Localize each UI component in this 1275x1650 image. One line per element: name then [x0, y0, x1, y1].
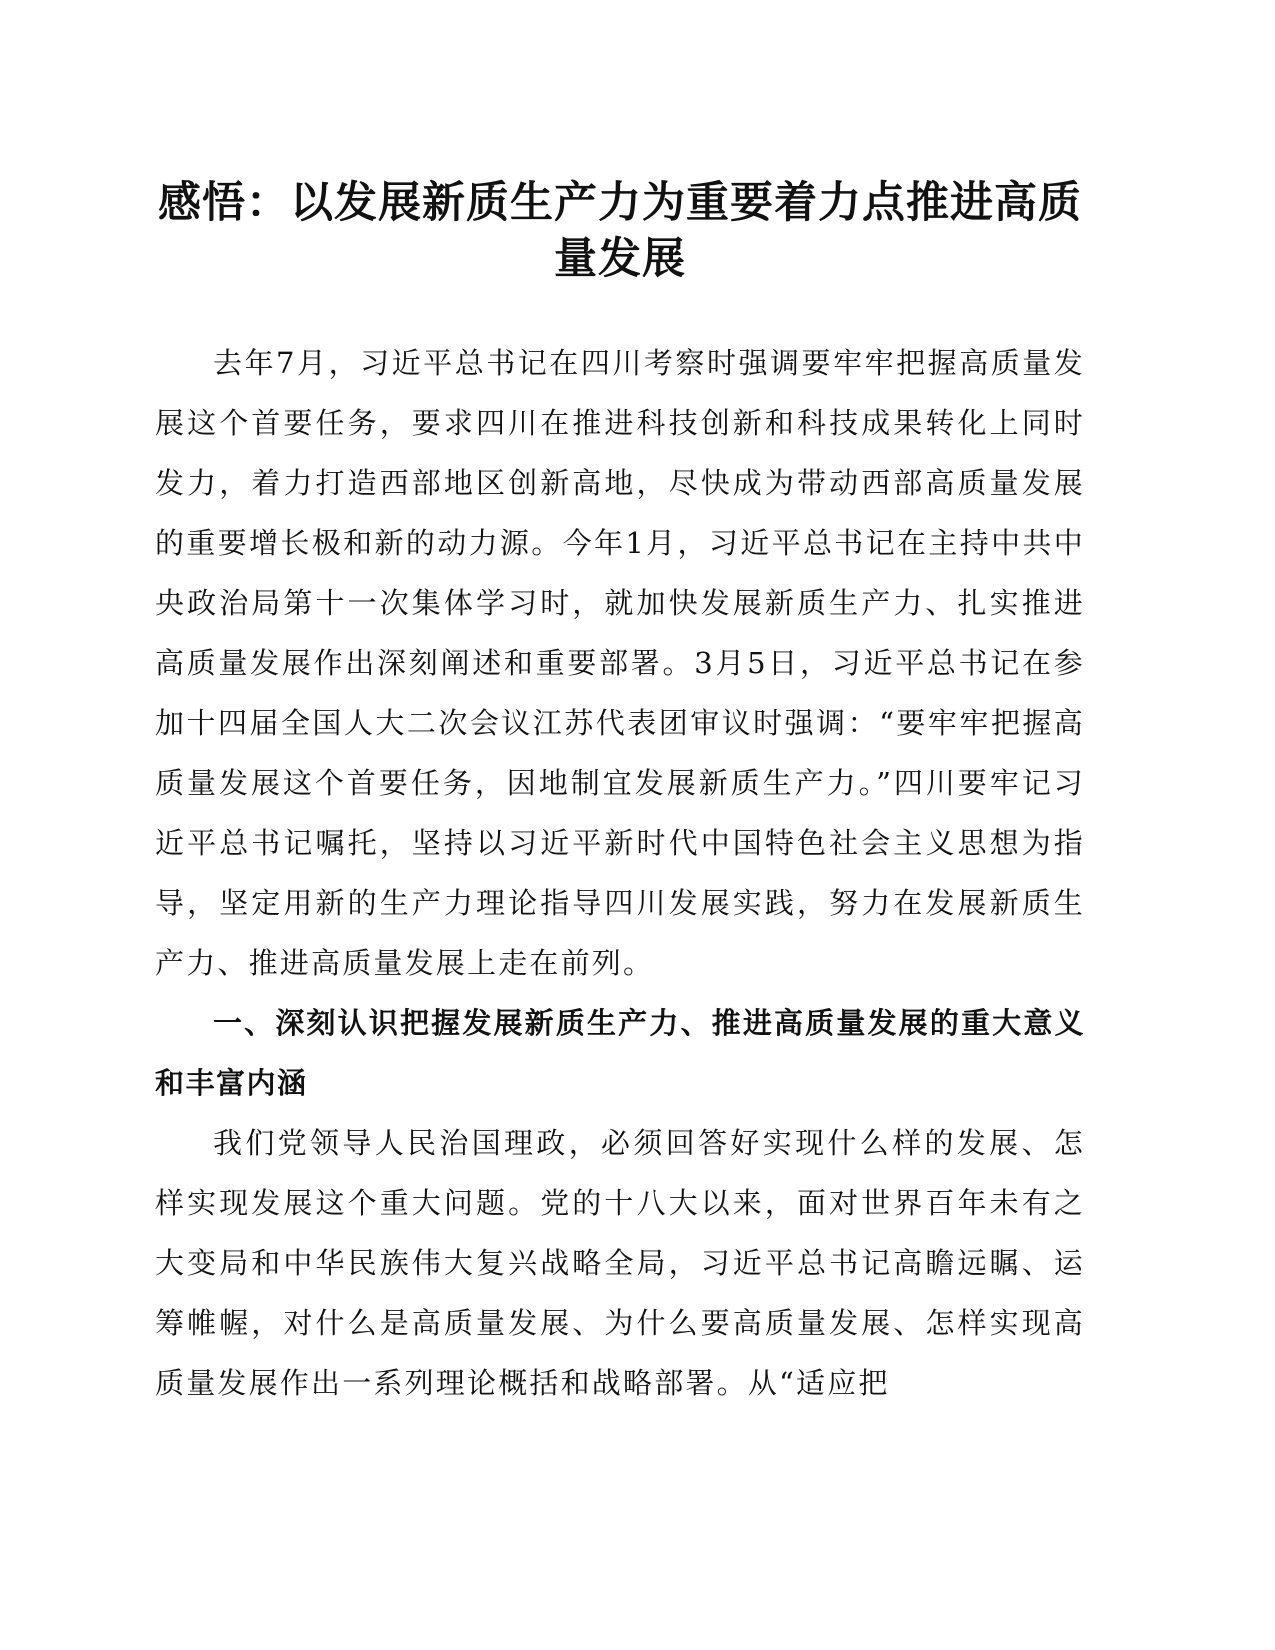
- section-heading: 一、深刻认识把握发展新质生产力、推进高质量发展的重大意义和丰富内涵: [155, 1006, 1085, 1100]
- paragraph: 我们党领导人民治国理政，必须回答好实现什么样的发展、怎样实现发展这个重大问题。党的十八大以来，面对世界百年未有之大变局和中华民族伟大复兴战略全局，习近平总书记高瞻远瞩、运筹帷幄，对什么是高质量发展、为什么要高质量发展、怎样实现高质量发展作出一系列理论概括和战略部署。从“适应把: [155, 1126, 1085, 1400]
- document-title: 感悟：以发展新质生产力为重要着力点推进高质量发展: [158, 178, 1082, 284]
- document-body: [155, 175, 1085, 1413]
- paragraph: 去年7月，习近平总书记在四川考察时强调要牢牢把握高质量发展这个首要任务，要求四川在推进科技创新和科技成果转化上同时发力，着力打造西部地区创新高地，尽快成为带动西部高质量发展的重要增长极和新的动力源。今年1月，习近平总书记在主持中共中央政治局第十一次集体学习时，就加快发展新质生产力、扎实推进高质量发展作出深刻阐述和重要部署。3月5日，习近平总书记在参加十四届全国人大二次会议江苏代表团审议时强调：“要牢牢把握高质量发展这个首要任务，因地制宜发展新质生产力。”四川要牢记习近平总书记嘱托，坚持以习近平新时代中国特色社会主义思想为指导，坚定用新的生产力理论指导四川发展实践，努力在发展新质生产力、推进高质量发展上走在前列。: [155, 346, 1085, 980]
